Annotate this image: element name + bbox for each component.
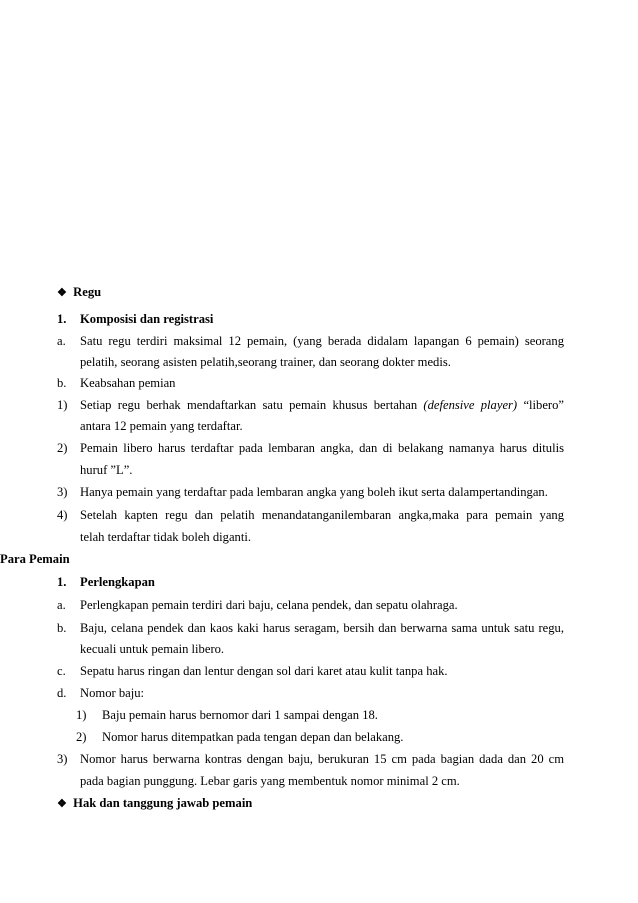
item-a-line2: pelatih, seorang asisten pelatih,seorang trainer, dan seorang dokter medis. xyxy=(80,355,451,369)
pb-line2: kecuali untuk pemain libero. xyxy=(80,642,225,656)
item-a-label: a. xyxy=(57,334,66,348)
n4-label: 4) xyxy=(57,508,68,522)
hak-heading xyxy=(57,795,252,812)
n1-line1-quote: “libero” xyxy=(523,398,564,412)
n2-line1: Pemain libero harus terdaftar pada lembaran angka, dan di belakang namanya harus ditulis xyxy=(80,441,564,455)
n3-line1: Hanya pemain yang terdaftar pada lembaran angka yang boleh ikut serta dalampertandingan. xyxy=(80,485,548,499)
n1-label: 1) xyxy=(57,398,68,412)
p3-label: 3) xyxy=(57,752,68,766)
pb-label: b. xyxy=(57,621,67,635)
pd-text: Nomor baju: xyxy=(80,686,145,700)
pb-line1: Baju, celana pendek dan kaos kaki harus seragam, bersih dan berwarna sama untuk satu regu, xyxy=(80,621,564,635)
item-a-line1: Satu regu terdiri maksimal 12 pemain, (yang berada didalam lapangan 6 pemain) seorang xyxy=(80,334,564,348)
n1-line2: antara 12 pemain yang terdaftar. xyxy=(80,419,243,433)
p3-line2: pada bagian punggung. Lebar garis yang membentuk nomor minimal 2 cm. xyxy=(80,774,460,788)
kompos-heading: Komposisi dan registrasi xyxy=(80,312,214,326)
perl-heading: Perlengkapan xyxy=(80,575,155,589)
pd2-label: 2) xyxy=(76,730,87,744)
item-b-text: Keabsahan pemian xyxy=(80,376,176,390)
kompos-number: 1. xyxy=(57,312,67,326)
pa-text: Perlengkapan pemain terdiri dari baju, celana pendek, dan sepatu olahraga. xyxy=(80,598,458,612)
p3-line1: Nomor harus berwarna kontras dengan baju, berukuran 15 cm pada bagian dada dan 20 cm xyxy=(80,752,564,766)
pc-label: c. xyxy=(57,664,66,678)
pd1-label: 1) xyxy=(76,708,87,722)
diamond-bullet-icon: ❖ xyxy=(57,287,67,299)
hak-heading-text: Hak dan tanggung jawab pemain xyxy=(73,796,253,810)
n3-label: 3) xyxy=(57,485,68,499)
diamond-bullet-icon: ❖ xyxy=(57,798,67,810)
pa-label: a. xyxy=(57,598,66,612)
pd-label: d. xyxy=(57,686,67,700)
regu-heading xyxy=(57,284,101,301)
n1-line1-italic: (defensive player) xyxy=(423,398,518,412)
n4-line1: Setelah kapten regu dan pelatih menandatanganilembaran angka,maka para pemain yang xyxy=(80,508,564,522)
pc-text: Sepatu harus ringan dan lentur dengan sol dari karet atau kulit tanpa hak. xyxy=(80,664,448,678)
perl-number: 1. xyxy=(57,575,67,589)
n2-label: 2) xyxy=(57,441,68,455)
n1-line1-text: Setiap regu berhak mendaftarkan satu pemain khusus bertahan xyxy=(80,398,418,412)
n2-line2: huruf ”L”. xyxy=(80,463,133,477)
n1-line1 xyxy=(80,397,564,413)
item-b-label: b. xyxy=(57,376,67,390)
pd2-text: Nomor harus ditempatkan pada tengan depan dan belakang. xyxy=(102,730,404,744)
pd1-text: Baju pemain harus bernomor dari 1 sampai dengan 18. xyxy=(102,708,378,722)
para-pemain-heading: Para Pemain xyxy=(0,552,70,566)
n4-line2: telah terdaftar tidak boleh diganti. xyxy=(80,530,251,544)
regu-heading-text: Regu xyxy=(73,285,102,299)
